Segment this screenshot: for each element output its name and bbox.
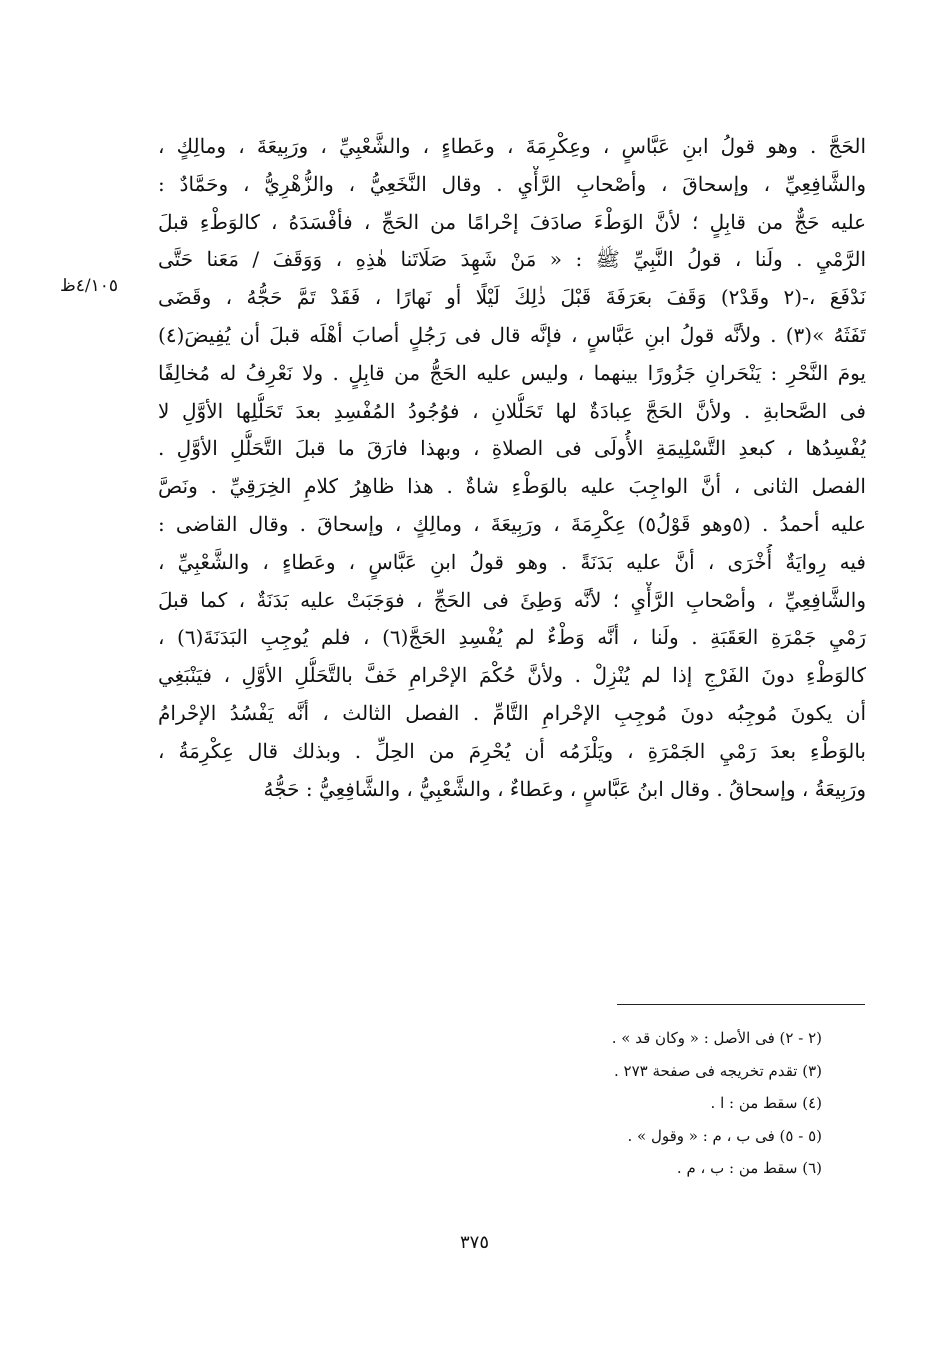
footnote: (٦) سقط من : ب ، م . <box>676 1159 822 1178</box>
text-line: عليه أحمدُ . (٥وهو قَوْلُ٥) عِكْرِمَةَ ، ورَبِيعَةَ ، ومالِكٍ ، وإسحاقَ . وقال القاضى : <box>158 511 866 536</box>
footnote: (٣) تقدم تخريجه فى صفحة ٢٧٣ . <box>613 1061 822 1080</box>
main-text <box>158 128 866 808</box>
text-line: يومَ النَّحْرِ : يَنْحَرانِ جَزُورًا بينهما ، وليس عليه الحَجُّ من قابِلٍ . ولا نَعْرِفُ له مُخالِفًا <box>158 360 866 385</box>
text-line: بالوَطْءِ بعدَ رَمْيِ الجَمْرَةِ ، ويَلْزَمُه أن يُحْرِمَ من الحِلِّ . وبذلك قال عِكْرِمَةُ ، <box>158 738 866 763</box>
text-line: الحَجَّ . وهو قولُ ابنِ عَبَّاسٍ ، وعِكْرِمَةَ ، وعَطاءٍ ، والشَّعْبِيِّ ، ورَبِيعَةَ ، ومالِكٍ ، <box>158 134 866 158</box>
text-line: كالوَطْءِ دونَ الفَرْجِ إذا لم يُنْزِلْ . ولأنَّ حُكْمَ الإحْرامِ خَفَّ بالتَّحَلُّلِ الأوَّلِ ، فيَنْبَغِي <box>158 663 866 688</box>
footnote: (٢ - ٢) فى الأصل : « وكان قد » . <box>611 1029 822 1047</box>
text-line: والشَّافِعِيِّ ، وأصْحابِ الرَّأْيِ ؛ لأنَّه وَطِئَ فى الحَجِّ ، فوَجَبَتْ عليه بَدَنَةٌ ، كما قبلَ <box>158 587 866 612</box>
text-line: والشَّافِعِيِّ ، وإسحاقَ ، وأصْحابِ الرَّأْيِ . وقال النَّخَعِيُّ ، والزُّهْرِيُّ ، وحَمَّادٌ : <box>158 171 866 196</box>
page-number: ٣٧٥ <box>459 1232 489 1253</box>
manuscript-folio-note: ٤/١٠٥ظ <box>60 276 118 296</box>
text-line: فيه رِوايَةٌ أُخْرَى ، أنَّ عليه بَدَنَةً . وهو قولُ ابنِ عَبَّاسٍ ، وعَطاءٍ ، والشَّعْبِيِّ ، <box>158 549 866 574</box>
text-line: الرَّمْيِ . ولَنا ، قولُ النَّبِيِّ ﷺ : « مَنْ شَهِدَ صَلَاتَنا هٰذِهِ ، وَوَقَفَ / مَعَنا حَتَّى <box>158 247 866 272</box>
footnote: (٥ - ٥) فى ب ، م : « وقول » . <box>627 1126 822 1145</box>
text-line: نَدْفَعَ ،-(٢ وقَدْ٢) وَقَفَ بعَرَفَةَ قَبْلَ ذٰلِكَ لَيْلًا أو نَهارًا ، فَقَدْ تَمَّ حَجُّهُ ، وقَضَى <box>158 285 866 310</box>
text-line: الفصل الثانى ، أنَّ الواجِبَ عليه بالوَطْءِ شاةٌ . هذا ظاهِرُ كلامِ الخِرَقِيِّ . ونَصَّ <box>158 474 866 499</box>
text-line: يُفْسِدُها ، كبعدِ التَّسْلِيمَةِ الأُولَى فى الصلاةِ ، وبهذا فارَقَ ما قبلَ التَّحَلُّلِ الأوَّلِ . <box>158 436 866 461</box>
footnote: (٤) سقط من : ا . <box>710 1094 822 1113</box>
footnote-separator <box>617 1004 865 1005</box>
text-line: ورَبِيعَةُ ، وإسحاقُ . وقال ابنُ عَبَّاسٍ ، وعَطاءٌ ، والشَّعْبِيُّ ، والشَّافِعِيُّ : حَجُّهُ <box>263 776 866 801</box>
footnotes <box>402 1022 822 1185</box>
text-line: رَمْيِ جَمْرَةِ العَقَبَةِ . ولَنا ، أنَّه وَطْءٌ لم يُفْسِدِ الحَجَّ(٦) ، فلم يُوجِبِ البَدَنَةَ(٦) ، <box>158 625 866 650</box>
text-line: تَفَثَهُ »(٣) . ولأنَّه قولُ ابنِ عَبَّاسٍ ، فإنَّه قال فى رَجُلٍ أصابَ أهْلَه قبلَ أن يُفِيضَ(٤) <box>158 322 866 347</box>
text-line: فى الصَّحابةِ . ولأنَّ الحَجَّ عِبادَةٌ لها تَحَلُّلانِ ، فوُجُودُ المُفْسِدِ بعدَ تَحَلُّلِها الأوَّلِ لا <box>158 398 866 423</box>
text-line: أن يكونَ مُوجِبُه دونَ مُوجِبِ الإحْرامِ التَّامِّ . الفصل الثالث ، أنَّه يَفْسُدُ الإحْرامُ <box>158 700 866 725</box>
text-line: عليه حَجٌّ من قابِلٍ ؛ لأنَّ الوَطْءَ صادَفَ إحْرامًا من الحَجِّ ، فأفْسَدَهُ ، كالوَطْءِ قبلَ <box>158 209 866 234</box>
